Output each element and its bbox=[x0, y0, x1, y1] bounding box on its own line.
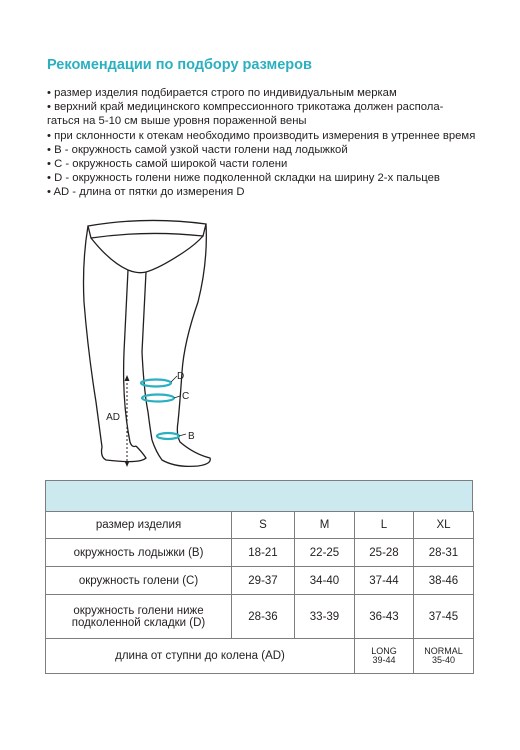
b-measure-ring bbox=[157, 433, 179, 439]
normal-cell bbox=[414, 639, 474, 674]
long-value: 39-44 bbox=[372, 655, 396, 665]
table-cell: 38-46 bbox=[414, 567, 474, 595]
row-label-cell bbox=[46, 595, 232, 639]
page-title: Рекомендации по подбору размеров bbox=[47, 57, 312, 73]
list-item: • D - окружность голени ниже подколенной складки на ширину 2-х пальцев bbox=[47, 172, 440, 185]
normal-value: 35-40 bbox=[431, 655, 456, 665]
size-s-cell: S bbox=[232, 512, 295, 539]
d-measure-ring bbox=[141, 380, 171, 387]
table-row bbox=[46, 567, 474, 595]
ad-label: AD bbox=[106, 412, 120, 423]
size-table bbox=[45, 511, 474, 674]
row-label-line: окружность голени ниже bbox=[73, 604, 204, 617]
table-cell: 29-37 bbox=[232, 567, 295, 595]
list-item: • B - окружность самой узкой части голени над лодыжкой bbox=[47, 143, 348, 156]
ad-arrow-bottom bbox=[125, 461, 130, 467]
list-item: • C - окружность самой широкой части голени bbox=[47, 158, 288, 171]
list-item: • размер изделия подбирается строго по индивидуальным меркам bbox=[47, 87, 397, 99]
normal-label: NORMAL bbox=[424, 645, 463, 656]
c-label: C bbox=[182, 391, 190, 402]
table-cell: 25-28 bbox=[355, 539, 414, 567]
c-measure-ring bbox=[142, 395, 174, 402]
left-leg-inner bbox=[124, 270, 136, 447]
table-cell: 37-44 bbox=[355, 567, 414, 595]
b-label: B bbox=[188, 431, 195, 442]
table-cell: 28-31 bbox=[414, 539, 474, 567]
stocking-measurement-figure bbox=[80, 202, 220, 474]
b-pointer-line bbox=[179, 434, 186, 436]
table-cell: 36-43 bbox=[355, 595, 414, 639]
recommendations-list bbox=[47, 86, 487, 200]
table-row bbox=[46, 539, 474, 567]
right-leg-outline bbox=[152, 224, 210, 466]
size-m-cell: M bbox=[295, 512, 355, 539]
long-cell bbox=[355, 639, 414, 674]
d-label: D bbox=[177, 371, 185, 382]
row-label-line: подколенной складки (D) bbox=[71, 616, 206, 629]
list-item: • при склонности к отекам необходимо производить измерения в утреннее время bbox=[47, 129, 476, 142]
c-pointer-line bbox=[174, 396, 180, 398]
row-label-cell: окружность лодыжки (B) bbox=[46, 539, 232, 567]
length-label-cell: длина от ступни до колена (AD) bbox=[46, 639, 355, 674]
table-row bbox=[46, 512, 474, 539]
row-label-cell: окружность голени (C) bbox=[46, 567, 232, 595]
right-leg-inner bbox=[142, 272, 152, 440]
size-xl-cell: XL bbox=[414, 512, 474, 539]
table-cell: 18-21 bbox=[232, 539, 295, 567]
table-cell: 34-40 bbox=[295, 567, 355, 595]
table-cell: 22-25 bbox=[295, 539, 355, 567]
panty-outline bbox=[91, 236, 203, 273]
list-item: гаться на 5-10 см выше уровня пораженной вены bbox=[47, 115, 307, 128]
table-cell: 37-45 bbox=[414, 595, 474, 639]
table-cell: 33-39 bbox=[295, 595, 355, 639]
legs-illustration bbox=[80, 202, 220, 474]
list-item: • верхний край медицинского компрессионного трикотажа должен распола- bbox=[47, 101, 444, 114]
list-item: • AD - длина от пятки до измерения D bbox=[47, 186, 245, 199]
table-cell: 28-36 bbox=[232, 595, 295, 639]
long-label: LONG bbox=[371, 645, 397, 656]
table-row bbox=[46, 639, 474, 674]
size-l-cell: L bbox=[355, 512, 414, 539]
size-label-cell: размер изделия bbox=[46, 512, 232, 539]
ad-arrow-top bbox=[125, 375, 130, 381]
size-table-header-band bbox=[45, 480, 473, 511]
size-table-wrapper bbox=[45, 480, 473, 674]
table-row bbox=[46, 595, 474, 639]
waistband-shape bbox=[88, 220, 206, 238]
